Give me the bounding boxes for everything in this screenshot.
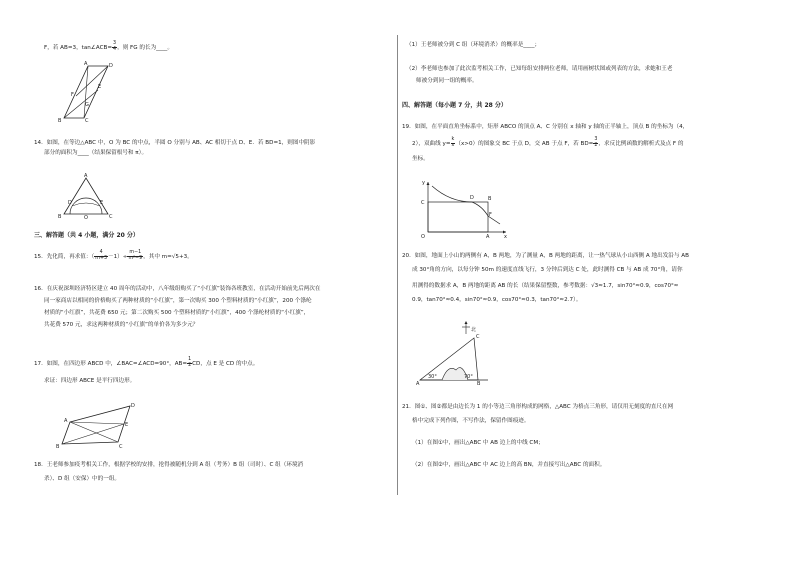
fig13-label-a: A — [84, 61, 88, 67]
q15-fraction-1: $\frac{4}{m+3}$ — [95, 250, 108, 261]
q17-line1: 17．如图，在四边形 ABCD 中，∠BAC=∠ACD=90°，AB= $\frac{1}{2}$ CD，点 E 是 CD 的中点。 — [34, 357, 259, 368]
fig14-label-c: C — [109, 214, 113, 220]
q19-line2: 2），双曲线 y= $\frac{k}{x}$ （x>0）的图象交 BC 于点 D，交 AB 于点 F，若 BD= $\frac{3}{2}$ ，求反比例函数的解析式及点 F 的 — [412, 137, 684, 148]
fig20-label-a: A — [416, 381, 420, 387]
fig14-label-o: O — [84, 215, 88, 221]
fig20-label-b: B — [477, 381, 481, 387]
q17-figure — [58, 402, 158, 448]
q19-fraction-bd: $\frac{3}{2}$ — [594, 137, 598, 148]
fig14-label-d: D — [68, 200, 72, 206]
fig19-label-b: B — [488, 196, 492, 202]
q16-line1: 16．在庆祝深圳经济特区建立 40 周年的活动中，八年级组购买了“小红旗”装饰各班教室，在活动开始前先后两次在 — [34, 286, 321, 292]
q16-line2: 同一家商店以相同的价格购买了两种材质的“小红旗”，第一次购买 300 个塑料材质的“小红旗”，200 个涤纶 — [44, 298, 312, 304]
q15-fraction-2: $\frac{m-1}{\text{m²−9}}$ — [128, 250, 143, 261]
q18-part2-line2: 师被分到同一组的概率。 — [416, 78, 478, 84]
fig14-label-b: B — [58, 214, 62, 220]
q14-line2: 部分的面积为____（结果保留根号和 π）。 — [44, 150, 148, 156]
section-4-heading: 四、解答题（每小题 7 分，共 28 分） — [402, 102, 507, 109]
fig13-label-d: D — [109, 63, 113, 69]
fig19-label-a: A — [486, 234, 490, 240]
fig14-label-e: E — [100, 200, 104, 206]
q19-line1: 19．如图，在平面直角坐标系中，矩形 ABCO 的顶点 A、C 分别在 x 轴和 y 轴的正半轴上，顶点 B 的坐标为（4， — [402, 124, 689, 130]
right-column — [398, 0, 794, 561]
fig13-label-c: C — [85, 118, 89, 124]
q20-line3: 用测得的数据求 A，B 两地的距离 AB 的长（结果保留整数，参考数据：√3≈1.7，sin70°≈0.9，cos70°≈ — [412, 283, 679, 289]
fig19-label-o: O — [421, 234, 425, 240]
q18-part2-line1: （2）李老师也参加了此次监考相关工作，已知每组安排两位老师，请用画树状图或列表的方法，求她和王老 — [406, 66, 673, 72]
fig19-label-f: F — [489, 212, 492, 218]
q13-tail — [44, 42, 173, 53]
q20-line4: 0.9，tan70°≈0.4，sin70°≈0.9，cos70°≈0.3，tan70°≈2.7）。 — [412, 297, 582, 303]
fig20-label-north: 北 — [471, 327, 477, 333]
q14-line1: 14．如图，在等边△ABC 中，O 为 BC 的中点，半圆 O 分别与 AB、AC 相切于点 D、E．若 BD=1，则图中阴影 — [34, 140, 316, 146]
fig13-label-b: B — [58, 118, 62, 124]
fig19-label-c: C — [421, 200, 425, 206]
fig13-label-e: E — [98, 84, 102, 90]
q14-figure — [58, 172, 114, 221]
q16-line3: 材质的“小红旗”，共花费 650 元；第二次购买 500 个塑料材质的“小红旗”，400 个涤纶材质的“小红旗”， — [44, 310, 310, 316]
q19-line3: 坐标。 — [412, 156, 429, 162]
q13-text-pre: F，若 AB=3，tan∠ACB= — [44, 44, 113, 51]
q13-figure — [58, 62, 118, 122]
fig19-label-x: x — [504, 234, 507, 240]
fig14-label-a: A — [84, 173, 88, 179]
q13-text-post: ，则 FG 的长为____。 — [117, 44, 173, 51]
q20-line1: 20．如图，地面上小山的两侧有 A，B 两地，为了测量 A，B 两地的距离，让一热气球从小山西侧 A 地出发沿与 AB — [402, 253, 689, 259]
fig17-label-b: B — [56, 444, 60, 450]
q19-fraction-k-x: $\frac{k}{x}$ — [451, 137, 455, 148]
q18-part1: （1）王老师被分到 C 组（环境消杀）的概率是____； — [406, 42, 541, 48]
fig20-angle-70: 70° — [464, 374, 473, 380]
q21-line2: 格中完成下列作图，不写作法，保留作图痕迹。 — [412, 418, 530, 424]
fig20-label-c: C — [476, 334, 480, 340]
q16-line4: 共花费 570 元，求这两种材质的“小红旗”的单价各为多少元？ — [44, 322, 199, 328]
fig19-label-d: D — [470, 195, 474, 201]
fig13-label-g: G — [85, 102, 89, 108]
fig20-angle-30: 30° — [428, 374, 437, 380]
q17-prove: 求证：四边形 ABCE 是平行四边形。 — [44, 378, 136, 384]
q21-line1: 21．图①、图②都是由边长为 1 的小等边三角形构成的网格，△ABC 为格点三角形，请仅用无刻度的直尺在网 — [402, 404, 674, 410]
q13-fraction: $\frac{3}{4}$ — [113, 41, 117, 52]
fig17-label-c: C — [119, 444, 123, 450]
q19-figure — [420, 180, 510, 240]
q20-line2: 成 30°角的方向，以每分钟 50m 的速度直线飞行，3 分钟后到达 C 处，此时测得 CB 与 AB 成 70°角，请你 — [412, 267, 683, 273]
q18-line2: 杀）、D 组（安保）中的一组。 — [44, 476, 121, 482]
q21-part2: （2）在图②中，画出△ABC 中 AC 边上的高 BN，并直接写出△ABC 的面积。 — [412, 462, 606, 468]
fig13-label-f: F — [71, 92, 74, 98]
q20-figure — [416, 322, 498, 387]
fig19-label-y: y — [422, 180, 425, 186]
q15: 15．先化简，再求值：（ $\frac{4}{m+3}$ －1）÷ $\frac{m-1}{\text{m²−9}}$ ，其中 m=√5+3。 — [34, 250, 193, 261]
q17-fraction: $\frac{1}{2}$ — [188, 357, 192, 368]
q21-part1: （1）在图①中，画出△ABC 中 AB 边上的中线 CM； — [412, 440, 544, 446]
section-3-heading: 三、解答题（共 4 小题，满分 20 分） — [34, 232, 139, 239]
fig17-label-a: A — [64, 418, 68, 424]
fig17-label-e: E — [125, 422, 129, 428]
q18-line1: 18．王老师参加疫考相关工作，根据学校的安排，抢得被随机分到 A 组（考务）B 组（司时）、C 组（环境消 — [34, 462, 304, 468]
fig17-label-d: D — [131, 403, 135, 409]
